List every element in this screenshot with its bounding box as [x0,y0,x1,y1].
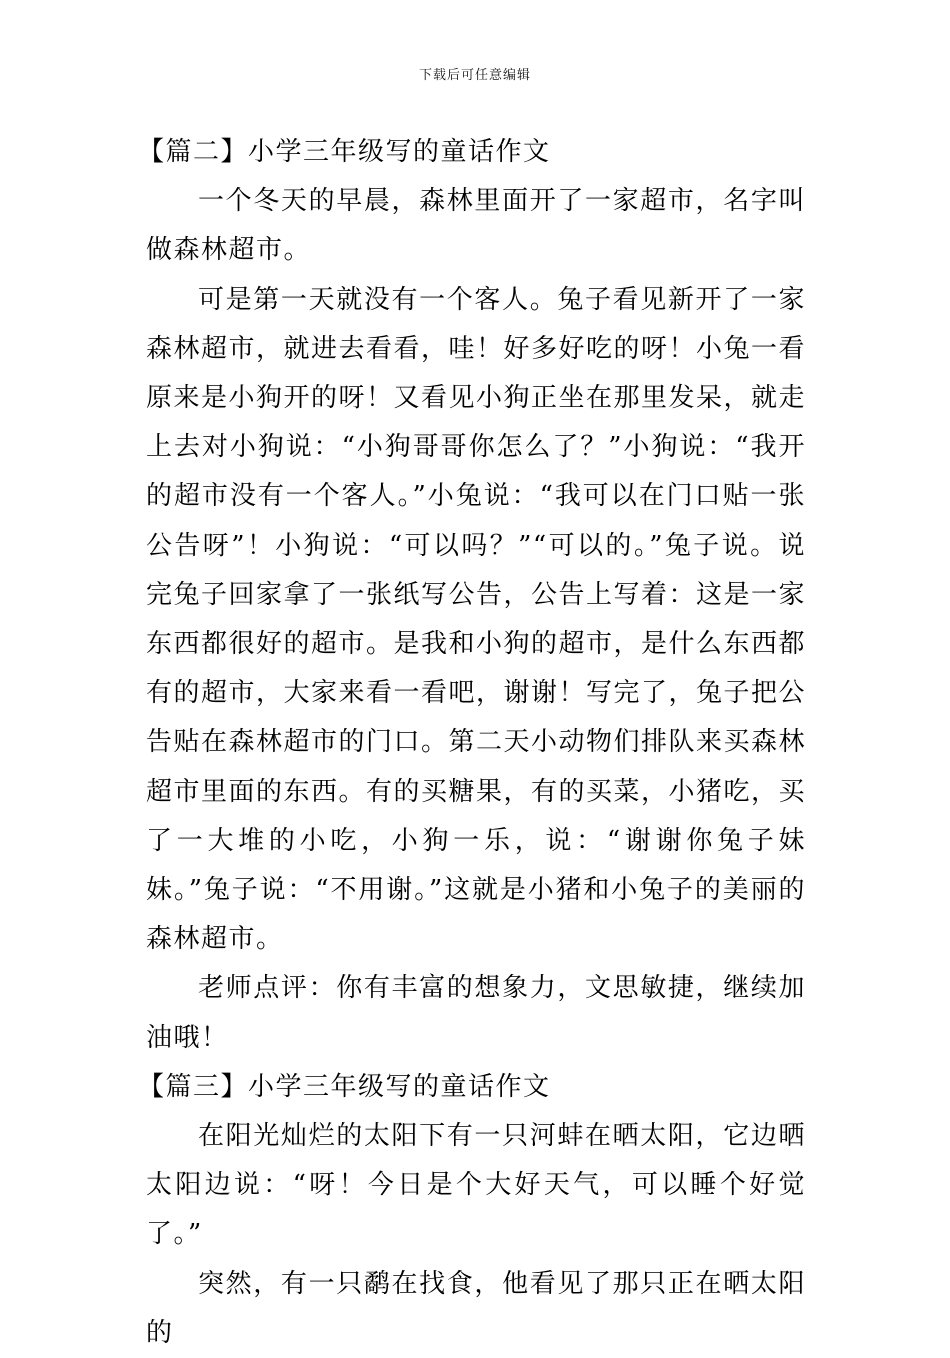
paragraph: 突然，有一只鹬在找食，他看见了那只正在晒太阳的 [146,1268,806,1348]
page-header: 下载后可任意编辑 [418,68,531,83]
section-heading: 【篇三】小学三年级写的童话作文 [138,1071,551,1102]
paragraph: 一个冬天的早晨，森林里面开了一家超市，名字叫做森林超市。 [146,186,806,266]
teacher-comment: 老师点评：你有丰富的想象力，文思敏捷，继续加油哦！ [146,973,806,1053]
document-body [138,128,807,1358]
section-heading: 【篇二】小学三年级写的童话作文 [138,137,551,167]
paragraph: 在阳光灿烂的太阳下有一只河蚌在晒太阳，它边晒太阳边说：“呀！今日是个大好天气，可以睡个好觉了。” [146,1121,806,1250]
paragraph: 可是第一天就没有一个客人。兔子看见新开了一家森林超市，就进去看看，哇！好多好吃的呀！小兔一看原来是小狗开的呀！又看见小狗正坐在那里发呆，就走上去对小狗说：“小狗哥哥你怎么了？”小狗说：“我开的超市没有一个客人。”小兔说：“我可以在门口贴一张公告呀”！小狗说：“可以吗？”“可以的。”兔子说。说完兔子回家拿了一张纸写公告，公告上写着：这是一家东西都很好的超市。是我和小狗的超市，是什么东西都有的超市，大家来看一看吧，谢谢！写完了，兔子把公告贴在森林超市的门口。第二天小动物们排队来买森林超市里面的东西。有的买糖果，有的买菜，小猪吃，买了一大堆的小吃，小狗一乐，说：“谢谢你兔子妹妹。”兔子说：“不用谢。”这就是小猪和小兔子的美丽的森林超市。 [146,284,807,955]
